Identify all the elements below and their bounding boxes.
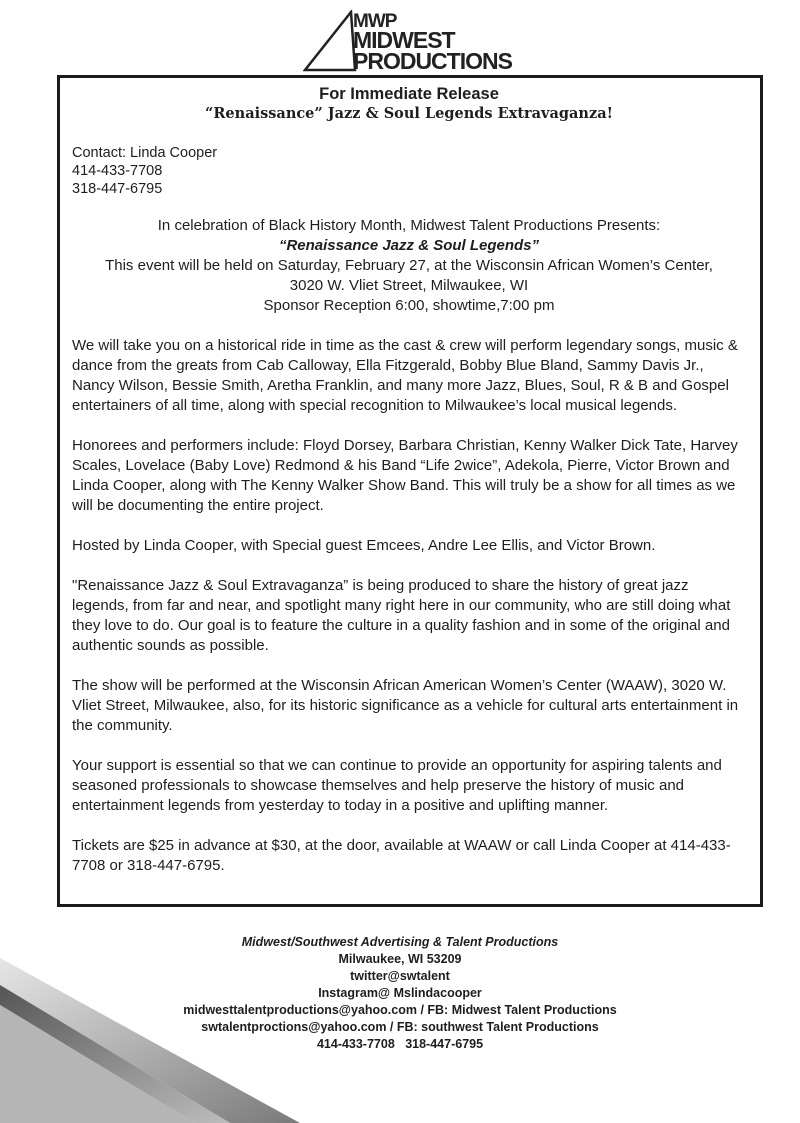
event-title: “Renaissance Jazz & Soul Legends”: [278, 237, 540, 254]
event-times: Sponsor Reception 6:00, showtime,7:00 pm: [263, 297, 555, 314]
logo-line1: MIDWEST: [353, 27, 455, 53]
logo-mark: MWP: [353, 11, 397, 32]
paragraph-honorees: Honorees and performers include: Floyd Dorsey, Barbara Christian, Kenny Walker Dick Tate, Harvey Scales, Lovelace (Baby Love) Redmond & his Band “Life 2wice”, Adekola, Pierre, Victor Brown and Linda Cooper, along with The Kenny Walker Show Band. This will truly be a show for all times as we will be documenting the entire project.: [72, 437, 738, 514]
company-logo: [303, 10, 512, 74]
contact-name: Contact: Linda Cooper: [72, 145, 218, 161]
footer-phones: 414-433-7708 318-447-6795: [316, 1037, 484, 1051]
paragraph-hosts: Hosted by Linda Cooper, with Special guest Emcees, Andre Lee Ellis, and Victor Brown.: [72, 537, 656, 554]
footer-email-1: midwesttalentproductions@yahoo.com / FB: Midwest Talent Productions: [183, 1003, 617, 1017]
release-subheading: “Renaissance” Jazz & Soul Legends Extravaganza!: [205, 105, 613, 122]
contact-phone-1: 414-433-7708: [72, 163, 163, 179]
contact-block: [72, 144, 746, 198]
release-heading: For Immediate Release: [319, 85, 499, 103]
logo-line2: PRODUCTIONS: [353, 48, 512, 74]
event-intro: In celebration of Black History Month, Midwest Talent Productions Presents:: [157, 217, 661, 234]
event-date: This event will be held on Saturday, February 27, at the Wisconsin African Women’s Center,: [105, 257, 713, 274]
contact-phone-2: 318-447-6795: [72, 181, 163, 197]
footer-contact: [0, 934, 800, 1053]
press-release-frame: [57, 75, 763, 907]
paragraph-purpose: "Renaissance Jazz & Soul Extravaganza” is being produced to share the history of great jazz legends, from far and near, and spotlight many right here in our community, who are still doing what they love to do. Our goal is to feature the culture in a quality fashion and in some of the original and authentic sounds as possible.: [72, 577, 731, 654]
footer-twitter: twitter@swtalent: [350, 969, 450, 983]
event-address: 3020 W. Vliet Street, Milwaukee, WI: [289, 277, 529, 294]
paragraph-venue: The show will be performed at the Wisconsin African American Women’s Center (WAAW), 3020 W. Vliet Street, Milwaukee, also, for its historic significance as a vehicle for cultural arts entertainment in the community.: [72, 677, 739, 734]
paragraph-support: Your support is essential so that we can continue to provide an opportunity for aspiring talents and seasoned professionals to showcase themselves and help preserve the history of music and entertainment legends from yesterday to today in a positive and uplifting manner.: [72, 757, 722, 814]
footer-instagram: Instagram@ Mslindacooper: [318, 986, 482, 1000]
footer-company: Midwest/Southwest Advertising & Talent Productions: [241, 935, 559, 949]
paragraph-description: We will take you on a historical ride in time as the cast & crew will perform legendary songs, music & dance from the greats from Cab Calloway, Ella Fitzgerald, Bobby Blue Bland, Sammy Davis Jr., Nancy Wilson, Bessie Smith, Aretha Franklin, and many more Jazz, Blues, Soul, R & B and Gospel entertainers of all time, along with special recognition to Milwaukee’s local musical legends.: [72, 337, 738, 414]
event-announcement: [72, 216, 746, 316]
paragraph-tickets: Tickets are $25 in advance at $30, at the door, available at WAAW or call Linda Cooper at 414-433-7708 or 318-447-6795.: [72, 837, 731, 874]
footer-city: Milwaukee, WI 53209: [338, 952, 462, 966]
footer-email-2: swtalentproctions@yahoo.com / FB: southwest Talent Productions: [201, 1020, 599, 1034]
